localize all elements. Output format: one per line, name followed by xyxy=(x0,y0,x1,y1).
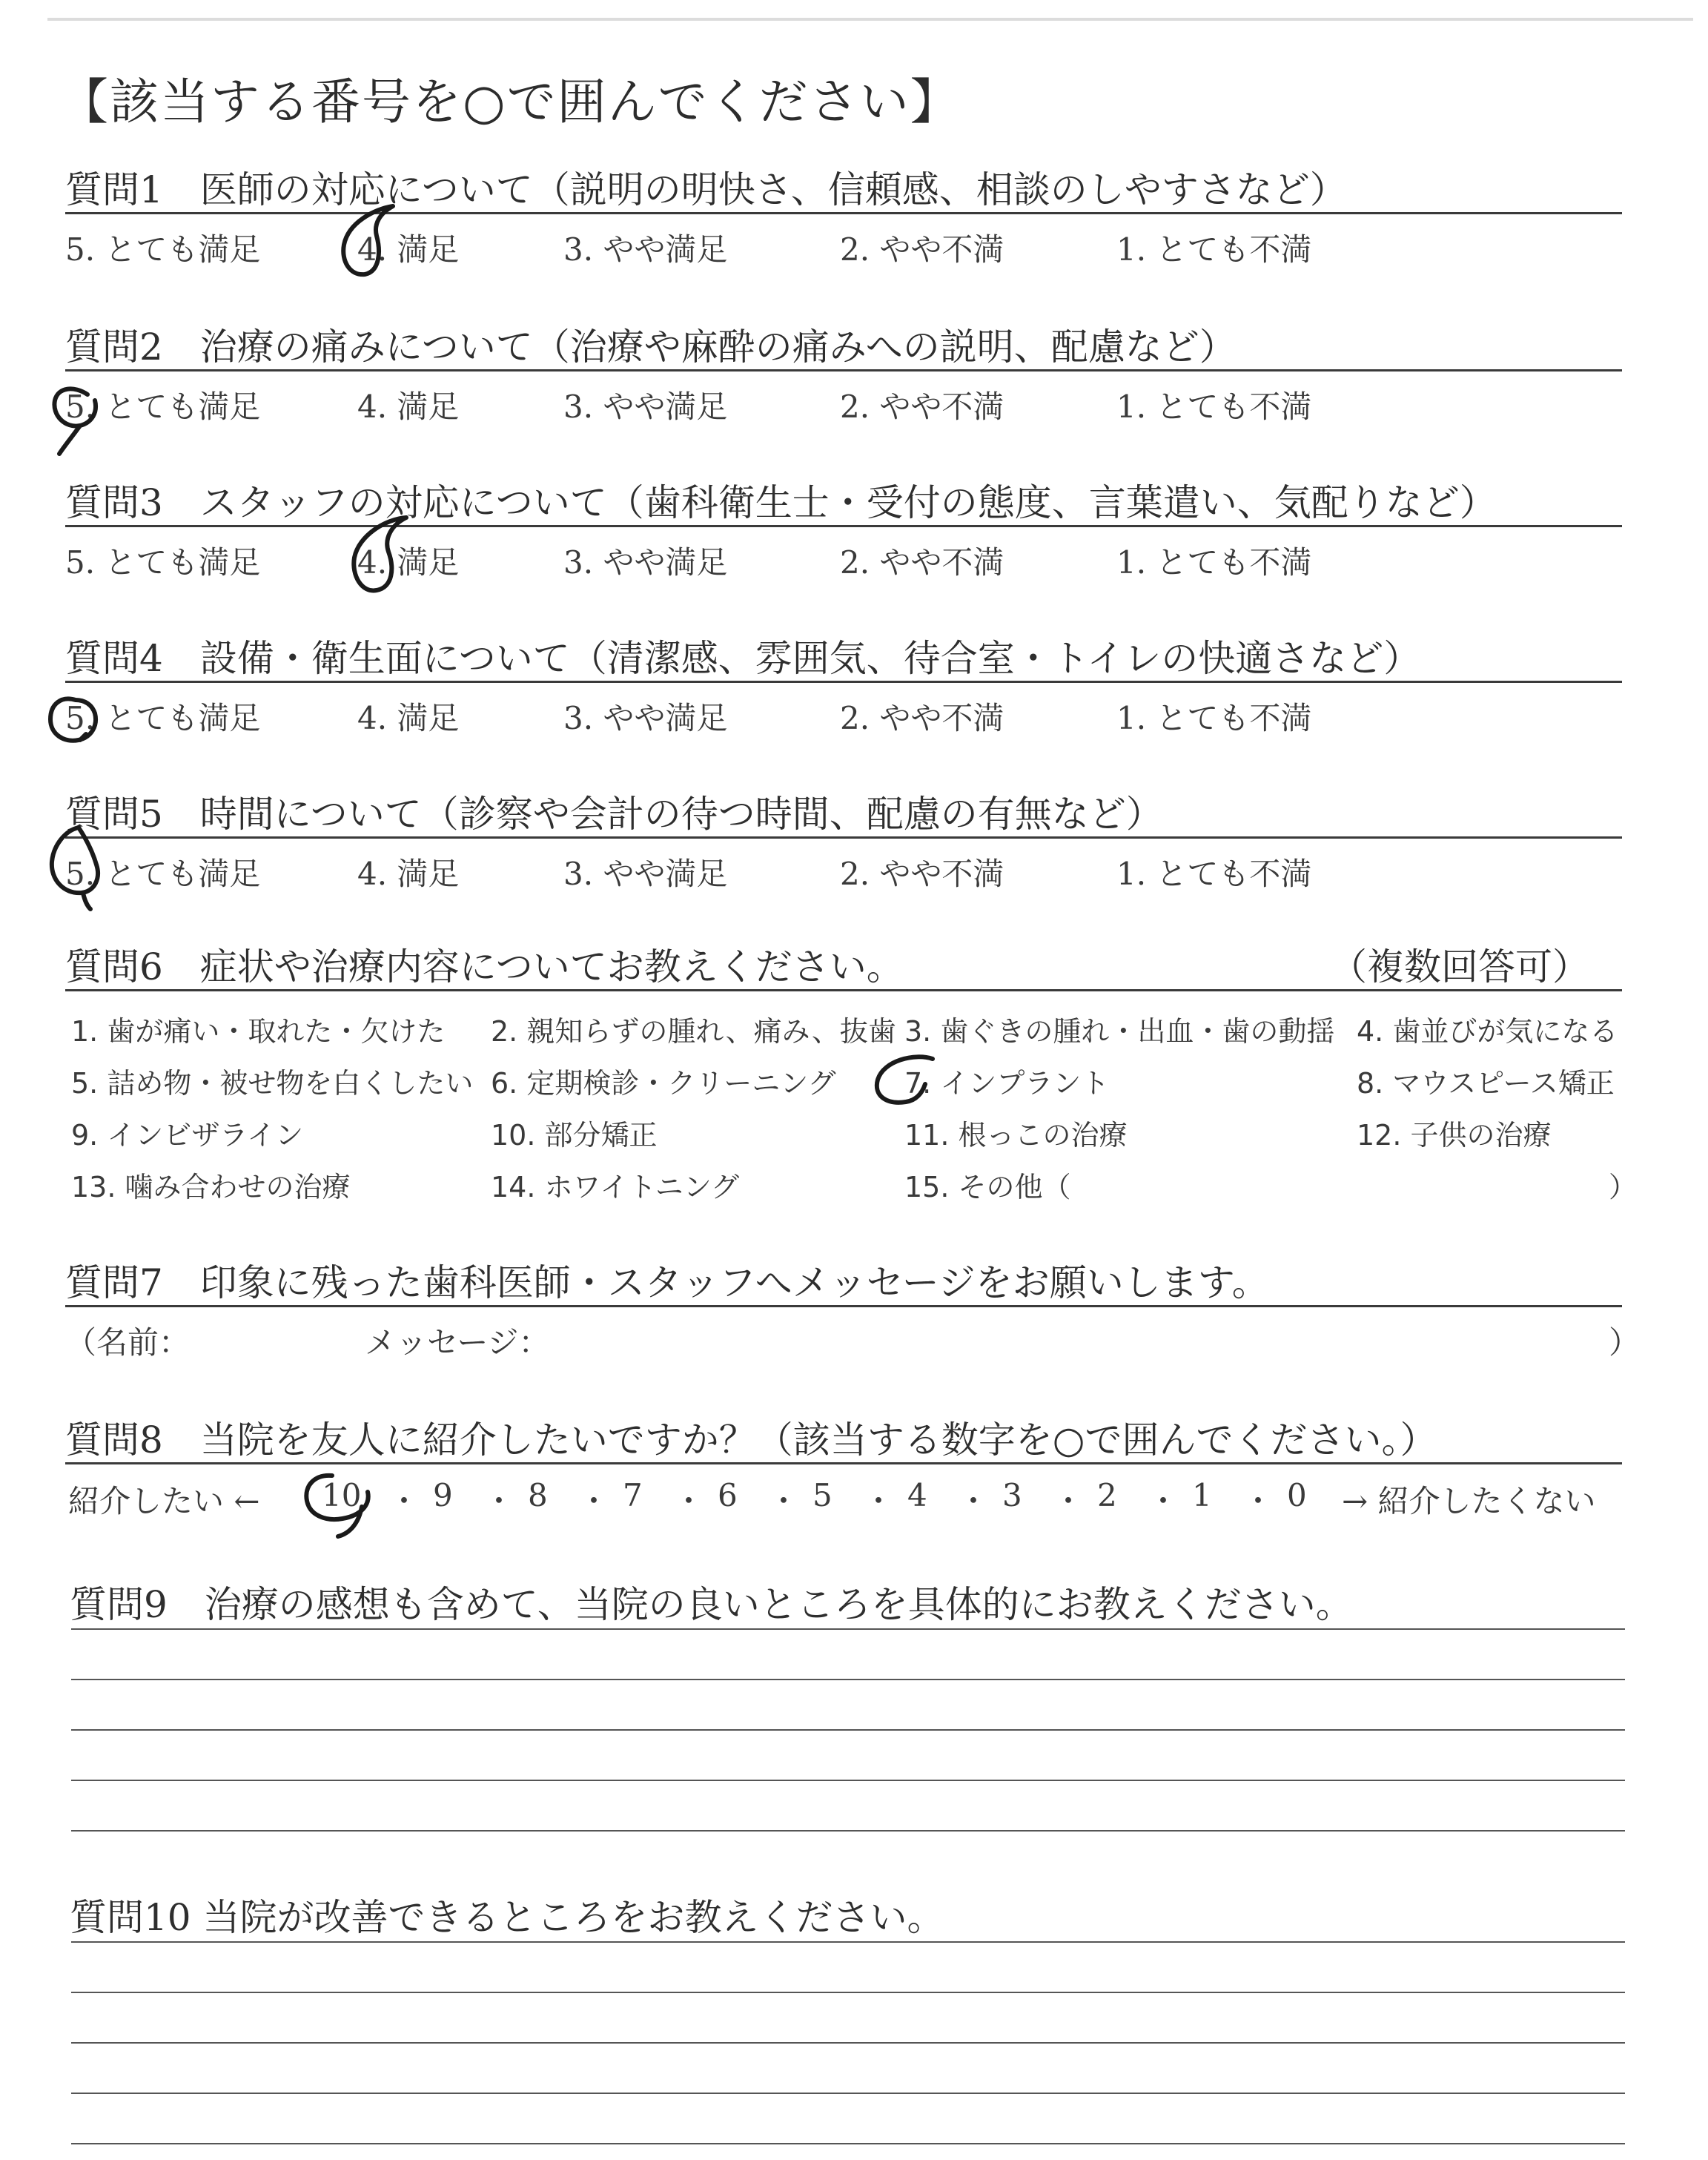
q8-number-3[interactable]: 3 xyxy=(1002,1477,1022,1513)
question-3-title: 質問3 スタッフの対応について（歯科衛生士・受付の態度、言葉遣い、気配りなど） xyxy=(65,481,1497,524)
q6-option-12[interactable]: 12. 子供の治療 xyxy=(1357,1119,1552,1152)
question-7 xyxy=(0,1253,1708,1401)
q8-number-5[interactable]: 5 xyxy=(812,1477,833,1513)
q8-separator: ・ xyxy=(863,1483,895,1519)
q6-option-14[interactable]: 14. ホワイトニング xyxy=(491,1171,740,1203)
answer-line[interactable] xyxy=(71,1679,1625,1680)
q4-option-5[interactable]: 5. とても満足 xyxy=(65,700,261,736)
question-2-rule xyxy=(65,369,1622,371)
q8-number-6[interactable]: 6 xyxy=(718,1477,738,1513)
q6-option-1[interactable]: 1. 歯が痛い・取れた・欠けた xyxy=(71,1015,446,1048)
q1-option-5[interactable]: 5. とても満足 xyxy=(65,231,261,268)
q6-option-8[interactable]: 8. マウスピース矯正 xyxy=(1357,1067,1615,1100)
answer-line[interactable] xyxy=(71,1941,1625,1943)
question-7-rule xyxy=(65,1305,1622,1307)
answer-line[interactable] xyxy=(71,1992,1625,1993)
question-9-title: 質問9 治療の感想も含めて、当院の良いところを具体的にお教えください。 xyxy=(70,1583,1353,1626)
q2-option-1[interactable]: 1. とても不満 xyxy=(1116,389,1312,425)
question-1-title: 質問1 医師の対応について（説明の明快さ、信頼感、相談のしやすさなど） xyxy=(65,168,1347,211)
q8-number-7[interactable]: 7 xyxy=(623,1477,643,1513)
q4-option-3[interactable]: 3. やや満足 xyxy=(563,700,728,736)
question-4-title: 質問4 設備・衛生面について（清潔感、雰囲気、待合室・トイレの快適さなど） xyxy=(65,637,1421,680)
form-heading: 【該当する番号を○で囲んでください】 xyxy=(59,73,961,131)
q8-number-2[interactable]: 2 xyxy=(1097,1477,1117,1513)
q6-option-15[interactable]: 15. その他（ xyxy=(904,1171,1071,1203)
question-8-rule xyxy=(65,1462,1622,1464)
q6-option-7[interactable]: 7. インプラント xyxy=(904,1067,1110,1100)
q1-option-3[interactable]: 3. やや満足 xyxy=(563,231,728,268)
q8-number-10[interactable]: 10 xyxy=(322,1477,362,1513)
answer-line[interactable] xyxy=(71,2093,1625,2094)
q4-option-2[interactable]: 2. やや不満 xyxy=(840,700,1004,736)
q6-option-3[interactable]: 3. 歯ぐきの腫れ・出血・歯の動揺 xyxy=(904,1015,1335,1048)
q6-option-11[interactable]: 11. 根っこの治療 xyxy=(904,1119,1128,1152)
q8-number-1[interactable]: 1 xyxy=(1192,1477,1212,1513)
question-10-title: 質問10 当院が改善できるところをお教えください。 xyxy=(70,1896,944,1939)
question-8 xyxy=(0,1410,1708,1559)
q6-option-4[interactable]: 4. 歯並びが気になる xyxy=(1357,1015,1618,1048)
q6-option-13[interactable]: 13. 噛み合わせの治療 xyxy=(71,1171,351,1203)
question-5 xyxy=(0,785,1708,933)
q3-option-2[interactable]: 2. やや不満 xyxy=(840,544,1004,581)
question-8-title: 質問8 当院を友人に紹介したいですか？（該当する数字を○で囲んでください。） xyxy=(65,1418,1437,1462)
q7-close-paren: ） xyxy=(1609,1324,1641,1361)
answer-line[interactable] xyxy=(71,1830,1625,1832)
q7-message-field[interactable]: メッセージ： xyxy=(365,1324,550,1361)
question-5-rule xyxy=(65,836,1622,839)
question-6-title: 質問6 症状や治療内容についてお教えください。 xyxy=(65,945,904,988)
q5-option-3[interactable]: 3. やや満足 xyxy=(563,856,728,892)
q8-number-4[interactable]: 4 xyxy=(907,1477,927,1513)
q1-option-2[interactable]: 2. やや不満 xyxy=(840,231,1004,268)
q8-separator: ・ xyxy=(673,1483,705,1519)
q8-separator: ・ xyxy=(958,1483,990,1519)
q6-option-6[interactable]: 6. 定期検診・クリーニング xyxy=(491,1067,836,1100)
q1-option-1[interactable]: 1. とても不満 xyxy=(1116,231,1312,268)
question-1-rule xyxy=(65,212,1622,214)
q6-option-9[interactable]: 9. インビザライン xyxy=(71,1119,304,1152)
question-7-title: 質問7 印象に残った歯科医師・スタッフへメッセージをお願いします。 xyxy=(65,1261,1269,1304)
q2-option-2[interactable]: 2. やや不満 xyxy=(840,389,1004,425)
q8-separator: ・ xyxy=(388,1483,420,1519)
question-5-title: 質問5 時間について（診察や会計の待つ時間、配慮の有無など） xyxy=(65,793,1163,836)
q8-number-8[interactable]: 8 xyxy=(528,1477,548,1513)
q8-number-0[interactable]: 0 xyxy=(1287,1477,1307,1513)
question-9 xyxy=(0,1575,1708,1872)
question-3 xyxy=(0,473,1708,621)
q5-option-5[interactable]: 5. とても満足 xyxy=(65,856,261,892)
question-1 xyxy=(0,160,1708,308)
q3-option-3[interactable]: 3. やや満足 xyxy=(563,544,728,581)
q6-option-2[interactable]: 2. 親知らずの腫れ、痛み、抜歯 xyxy=(491,1015,896,1048)
answer-line[interactable] xyxy=(71,1729,1625,1731)
q6-option-10[interactable]: 10. 部分矯正 xyxy=(491,1119,658,1152)
q8-separator: ・ xyxy=(483,1483,515,1519)
q8-number-9[interactable]: 9 xyxy=(433,1477,453,1513)
q8-separator: ・ xyxy=(1148,1483,1179,1519)
q5-option-4[interactable]: 4. 満足 xyxy=(357,856,460,892)
q8-right-label: → 紹介したくない xyxy=(1342,1483,1596,1519)
q2-option-3[interactable]: 3. やや満足 xyxy=(563,389,728,425)
q5-option-2[interactable]: 2. やや不満 xyxy=(840,856,1004,892)
q8-separator: ・ xyxy=(1242,1483,1274,1519)
q8-separator: ・ xyxy=(1053,1483,1085,1519)
question-3-rule xyxy=(65,525,1622,527)
q2-option-5[interactable]: 5. とても満足 xyxy=(65,389,261,425)
scan-top-edge xyxy=(47,18,1693,21)
q6-option-5[interactable]: 5. 詰め物・被せ物を白くしたい xyxy=(71,1067,474,1100)
q5-option-1[interactable]: 1. とても不満 xyxy=(1116,856,1312,892)
question-10 xyxy=(0,1888,1708,2155)
answer-line[interactable] xyxy=(71,1780,1625,1781)
q4-option-1[interactable]: 1. とても不満 xyxy=(1116,700,1312,736)
answer-line[interactable] xyxy=(71,2042,1625,2044)
question-4-rule xyxy=(65,681,1622,683)
q8-separator: ・ xyxy=(768,1483,800,1519)
q8-scale xyxy=(0,1477,1708,1522)
question-6-note: （複数回答可） xyxy=(1330,945,1589,988)
q6-option-15-close: ） xyxy=(1609,1171,1638,1203)
q4-option-4[interactable]: 4. 満足 xyxy=(357,700,460,736)
question-6-rule xyxy=(65,989,1622,991)
q3-option-4[interactable]: 4. 満足 xyxy=(357,544,460,581)
q7-name-field[interactable]: （名前： xyxy=(65,1324,191,1361)
q3-option-1[interactable]: 1. とても不満 xyxy=(1116,544,1312,581)
q8-separator: ・ xyxy=(578,1483,610,1519)
question-2-title: 質問2 治療の痛みについて（治療や麻酔の痛みへの説明、配慮など） xyxy=(65,326,1237,369)
q1-option-4[interactable]: 4. 満足 xyxy=(357,231,460,268)
question-4 xyxy=(0,629,1708,777)
answer-line[interactable] xyxy=(71,2143,1625,2144)
question-2 xyxy=(0,317,1708,466)
question-6 xyxy=(0,937,1708,1204)
q2-option-4[interactable]: 4. 満足 xyxy=(357,389,460,425)
q8-left-label: 紹介したい ← xyxy=(68,1483,260,1519)
q3-option-5[interactable]: 5. とても満足 xyxy=(65,544,261,581)
answer-line[interactable] xyxy=(71,1628,1625,1630)
